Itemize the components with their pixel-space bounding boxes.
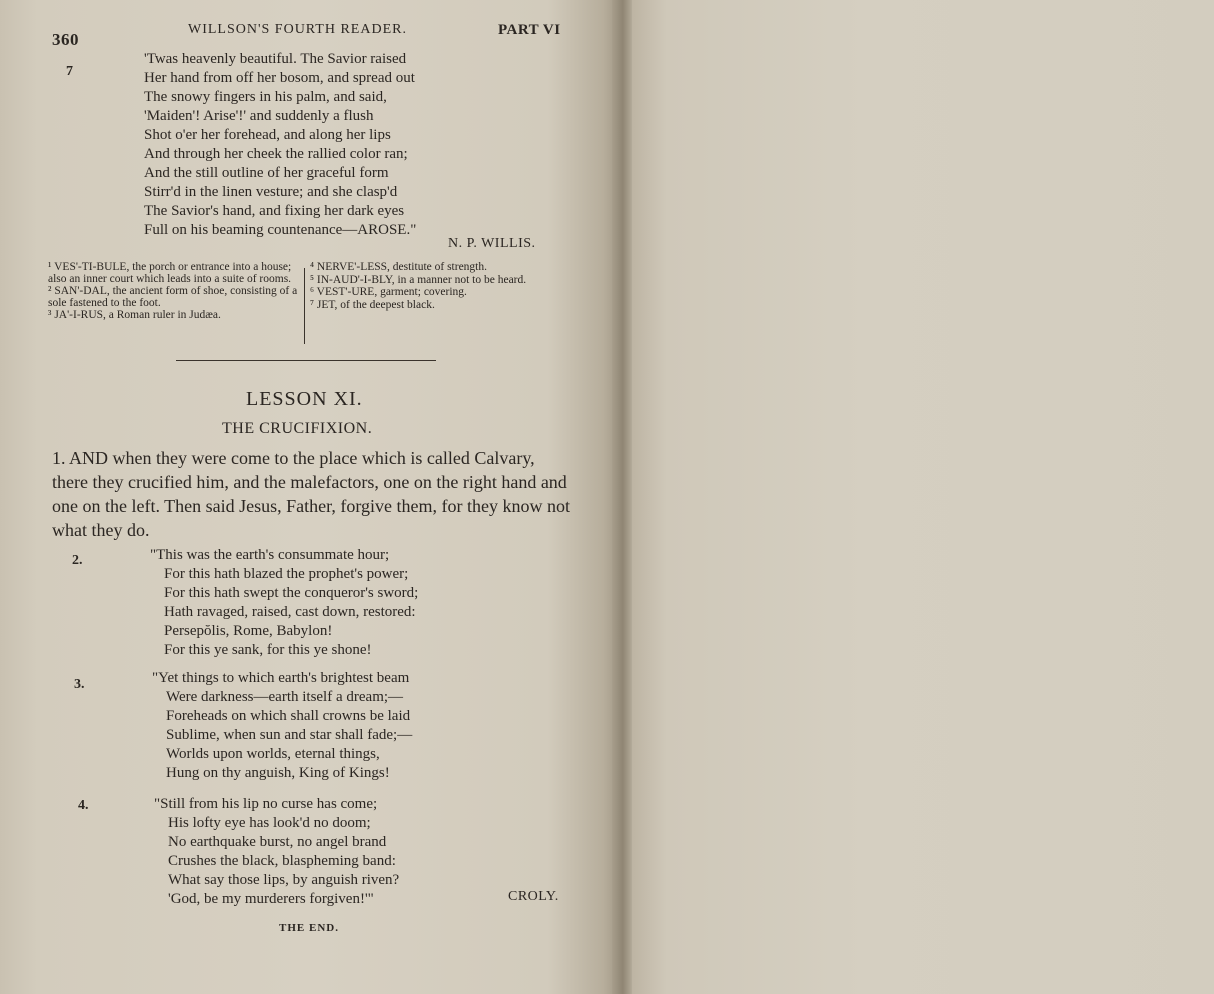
verse-line: His lofty eye has look'd no doom; [168,815,371,831]
verse-line: "This was the earth's consummate hour; [150,547,390,563]
verse-line: Persepŏlis, Rome, Babylon! [164,623,333,639]
footnote: ³ JA'-I-RUS, a Roman ruler in Judæa. [48,309,221,321]
verse-line: For this hath swept the conqueror's sword; [164,585,419,601]
verse-line: Her hand from off her bosom, and spread out [144,70,415,86]
verse-line: And the still outline of her graceful form [144,165,389,181]
verse-line: 'Twas heavenly beautiful. The Savior raised [144,51,407,67]
verse-line: Worlds upon worlds, eternal things, [166,746,380,762]
verse-line: Sublime, when sun and star shall fade;— [166,727,413,743]
footnote: ⁴ NERVE'-LESS, destitute of strength. [310,261,488,273]
verse-line: For this hath blazed the prophet's power; [164,566,409,582]
verse-line: "Still from his lip no curse has come; [154,796,378,812]
verse-line: Full on his beaming countenance—AROSE." [144,222,417,238]
verse-line: No earthquake burst, no angel brand [168,834,387,850]
verse-line: The Savior's hand, and fixing her dark eyes [144,203,405,219]
footnote: ⁷ JET, of the deepest black. [310,298,435,311]
author-willis: N. P. WILLIS. [448,236,536,251]
verse-line: What say those lips, by anguish riven? [168,872,400,888]
verse-line: Stirr'd in the linen vesture; and she clasp'd [144,184,398,200]
verse-line: 'God, be my murderers forgiven!'" [168,891,374,907]
footnotes-left-column [48,262,303,323]
verse-line: Hung on thy anguish, King of Kings! [166,765,390,781]
footnotes-right-column [310,262,572,312]
right-page-blank [632,0,1214,994]
verse-line: The snowy fingers in his palm, and said, [144,89,387,105]
verse-line: "Yet things to which earth's brightest beam [152,670,410,686]
lesson-title: THE CRUCIFIXION. [222,420,373,437]
footnote: ⁶ VEST'-URE, garment; covering. [310,286,467,298]
section-rule [176,360,436,361]
verse-line: Shot o'er her forehead, and along her lips [144,127,391,143]
stanza-7-verse [144,50,416,240]
author-croly: CROLY. [508,889,559,904]
stanza-2-verse [150,546,418,660]
page-number: 360 [52,30,79,49]
stanza-3-verse [152,669,412,783]
verse-line: For this ye sank, for this ye shone! [164,642,372,658]
stanza-number-7: 7 [66,64,73,79]
verse-line: 'Maiden'! Arise'!' and suddenly a flush [144,108,374,124]
stanza-number-4: 4. [78,798,89,813]
stanza-4-verse [154,795,399,909]
verse-line: Crushes the black, blaspheming band: [168,853,396,869]
part-label: PART VI [498,22,561,38]
footnote: ⁵ IN-AUD'-I-BLY, in a manner not to be heard. [310,273,527,286]
stanza-number-2: 2. [72,553,83,568]
lesson-paragraph-1: 1. AND when they were come to the place which is called Calvary, there they crucified him, and the malefactors, one on the right hand and one on the left. Then said Jesus, Father, forgive them, for they know not what they do. [52,448,571,540]
verse-line: Foreheads on which shall crowns be laid [166,708,411,724]
lesson-number: LESSON XI. [246,388,363,410]
footnote: ² SAN'-DAL, the ancient form of shoe, consisting of a sole fastened to the foot. [48,285,298,309]
running-title: WILLSON'S FOURTH READER. [188,22,407,37]
verse-line: And through her cheek the rallied color ran; [144,146,408,162]
the-end: THE END. [279,922,339,934]
footnote-divider [304,268,305,344]
verse-line: Hath ravaged, raised, cast down, restored: [164,604,416,620]
footnote: ¹ VES'-TI-BULE, the porch or entrance into a house; also an inner court which leads into a suite of rooms. [48,261,292,285]
stanza-number-3: 3. [74,677,85,692]
verse-line: Were darkness—earth itself a dream;— [166,689,404,705]
